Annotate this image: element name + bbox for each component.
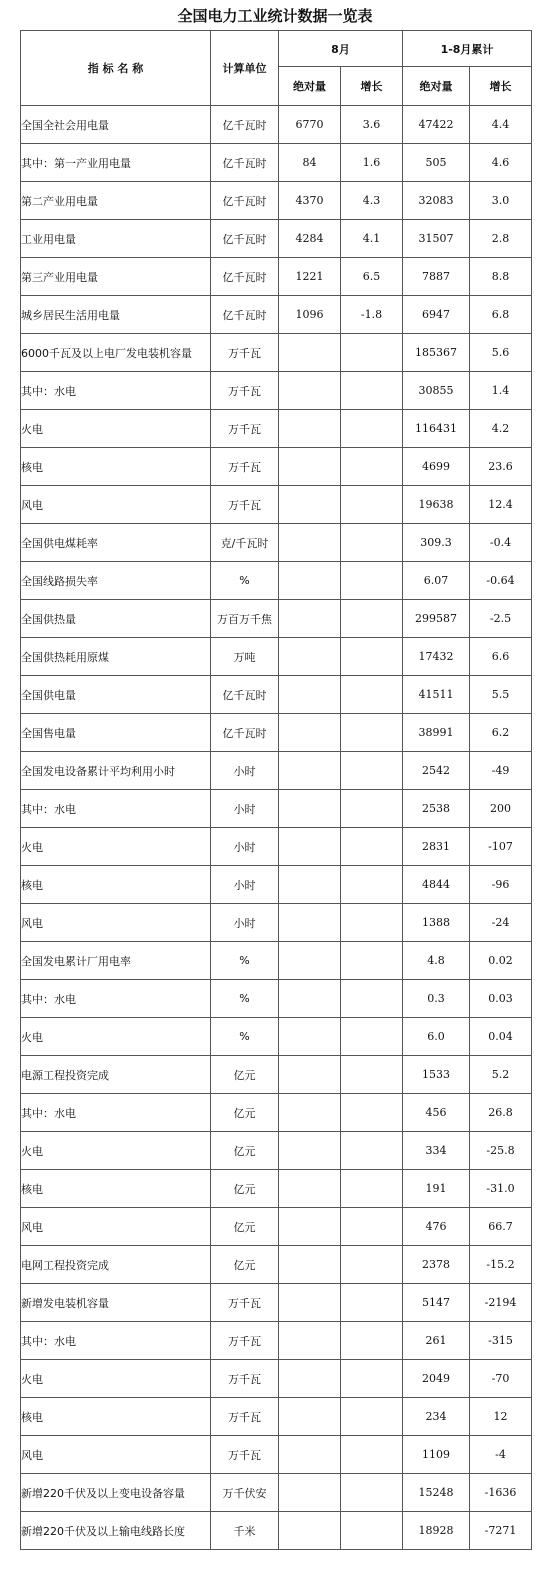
cumulative-absolute-cell: 505 xyxy=(403,144,470,182)
indicator-name-cell: 全国线路损失率 xyxy=(21,562,211,600)
cumulative-absolute-cell: 2542 xyxy=(403,752,470,790)
indicator-name-cell: 全国发电设备累计平均利用小时 xyxy=(21,752,211,790)
cumulative-absolute-cell: 456 xyxy=(403,1094,470,1132)
august-growth-cell xyxy=(341,1284,403,1322)
table-body xyxy=(21,106,532,1550)
cumulative-absolute-cell: 31507 xyxy=(403,220,470,258)
table-row xyxy=(21,1436,532,1474)
header-unit: 计算单位 xyxy=(211,31,279,106)
august-absolute-cell xyxy=(279,714,341,752)
cumulative-growth-cell: 0.02 xyxy=(470,942,532,980)
august-absolute-cell xyxy=(279,334,341,372)
august-growth-cell: 3.6 xyxy=(341,106,403,144)
table-row xyxy=(21,600,532,638)
header-cumulative: 1-8月累计 xyxy=(403,31,532,67)
august-growth-cell xyxy=(341,562,403,600)
cumulative-growth-cell: 26.8 xyxy=(470,1094,532,1132)
indicator-name-cell: 新增220千伏及以上输电线路长度 xyxy=(21,1512,211,1550)
cumulative-absolute-cell: 299587 xyxy=(403,600,470,638)
unit-cell: 万千瓦 xyxy=(211,1360,279,1398)
unit-cell: % xyxy=(211,1018,279,1056)
cumulative-absolute-cell: 334 xyxy=(403,1132,470,1170)
august-absolute-cell: 4284 xyxy=(279,220,341,258)
cumulative-absolute-cell: 185367 xyxy=(403,334,470,372)
august-growth-cell xyxy=(341,410,403,448)
indicator-name-cell: 全国全社会用电量 xyxy=(21,106,211,144)
table-row xyxy=(21,182,532,220)
unit-cell: 万吨 xyxy=(211,638,279,676)
header-indicator-name: 指 标 名 称 xyxy=(21,31,211,106)
august-absolute-cell xyxy=(279,828,341,866)
august-growth-cell: 6.5 xyxy=(341,258,403,296)
cumulative-absolute-cell: 0.3 xyxy=(403,980,470,1018)
cumulative-growth-cell: 0.03 xyxy=(470,980,532,1018)
cumulative-growth-cell: 200 xyxy=(470,790,532,828)
table-row xyxy=(21,1170,532,1208)
indicator-name-cell: 风电 xyxy=(21,904,211,942)
august-growth-cell xyxy=(341,714,403,752)
table-row xyxy=(21,1512,532,1550)
august-growth-cell xyxy=(341,866,403,904)
august-growth-cell xyxy=(341,600,403,638)
cumulative-growth-cell: 3.0 xyxy=(470,182,532,220)
cumulative-growth-cell: -107 xyxy=(470,828,532,866)
table-row xyxy=(21,296,532,334)
august-growth-cell xyxy=(341,1208,403,1246)
indicator-name-cell: 其中：水电 xyxy=(21,790,211,828)
august-growth-cell xyxy=(341,676,403,714)
unit-cell: 亿千瓦时 xyxy=(211,676,279,714)
table-row xyxy=(21,1132,532,1170)
august-growth-cell xyxy=(341,1056,403,1094)
august-absolute-cell: 84 xyxy=(279,144,341,182)
august-growth-cell xyxy=(341,752,403,790)
unit-cell: % xyxy=(211,980,279,1018)
august-absolute-cell xyxy=(279,562,341,600)
indicator-name-cell: 第二产业用电量 xyxy=(21,182,211,220)
unit-cell: 万千瓦 xyxy=(211,334,279,372)
indicator-name-cell: 其中：水电 xyxy=(21,980,211,1018)
unit-cell: 亿元 xyxy=(211,1170,279,1208)
august-growth-cell xyxy=(341,904,403,942)
header-cumulative-absolute: 绝对量 xyxy=(403,67,470,106)
indicator-name-cell: 风电 xyxy=(21,1208,211,1246)
indicator-name-cell: 风电 xyxy=(21,486,211,524)
august-absolute-cell xyxy=(279,1094,341,1132)
august-growth-cell xyxy=(341,1018,403,1056)
cumulative-growth-cell: 66.7 xyxy=(470,1208,532,1246)
cumulative-absolute-cell: 30855 xyxy=(403,372,470,410)
cumulative-absolute-cell: 2049 xyxy=(403,1360,470,1398)
table-row xyxy=(21,1056,532,1094)
unit-cell: 万千瓦 xyxy=(211,1398,279,1436)
unit-cell: 亿元 xyxy=(211,1094,279,1132)
cumulative-absolute-cell: 6.07 xyxy=(403,562,470,600)
august-absolute-cell xyxy=(279,638,341,676)
page-title: 全国电力工业统计数据一览表 xyxy=(177,7,373,25)
cumulative-growth-cell: 4.4 xyxy=(470,106,532,144)
august-absolute-cell xyxy=(279,1284,341,1322)
indicator-name-cell: 电源工程投资完成 xyxy=(21,1056,211,1094)
august-growth-cell xyxy=(341,1360,403,1398)
cumulative-absolute-cell: 309.3 xyxy=(403,524,470,562)
unit-cell: 万千瓦 xyxy=(211,410,279,448)
table-row xyxy=(21,1018,532,1056)
cumulative-growth-cell: -2.5 xyxy=(470,600,532,638)
unit-cell: 克/千瓦时 xyxy=(211,524,279,562)
august-growth-cell: 1.6 xyxy=(341,144,403,182)
header-august: 8月 xyxy=(279,31,403,67)
indicator-name-cell: 核电 xyxy=(21,1398,211,1436)
august-absolute-cell xyxy=(279,1018,341,1056)
august-growth-cell xyxy=(341,1398,403,1436)
cumulative-absolute-cell: 2831 xyxy=(403,828,470,866)
cumulative-growth-cell: -2194 xyxy=(470,1284,532,1322)
unit-cell: % xyxy=(211,562,279,600)
indicator-name-cell: 核电 xyxy=(21,1170,211,1208)
august-growth-cell xyxy=(341,1512,403,1550)
indicator-name-cell: 全国发电累计厂用电率 xyxy=(21,942,211,980)
header-august-growth: 增长 xyxy=(341,67,403,106)
indicator-name-cell: 第三产业用电量 xyxy=(21,258,211,296)
august-absolute-cell xyxy=(279,1398,341,1436)
header-row-top xyxy=(21,31,532,67)
august-absolute-cell: 6770 xyxy=(279,106,341,144)
indicator-name-cell: 电网工程投资完成 xyxy=(21,1246,211,1284)
table-row xyxy=(21,448,532,486)
august-growth-cell xyxy=(341,1170,403,1208)
indicator-name-cell: 核电 xyxy=(21,866,211,904)
cumulative-absolute-cell: 7887 xyxy=(403,258,470,296)
august-absolute-cell xyxy=(279,1056,341,1094)
unit-cell: 小时 xyxy=(211,790,279,828)
unit-cell: 亿元 xyxy=(211,1132,279,1170)
indicator-name-cell: 新增220千伏及以上变电设备容量 xyxy=(21,1474,211,1512)
table-row xyxy=(21,1360,532,1398)
statistics-table xyxy=(20,30,532,1550)
header-cumulative-growth: 增长 xyxy=(470,67,532,106)
table-row xyxy=(21,980,532,1018)
indicator-name-cell: 全国售电量 xyxy=(21,714,211,752)
august-absolute-cell xyxy=(279,980,341,1018)
cumulative-growth-cell: -1636 xyxy=(470,1474,532,1512)
cumulative-absolute-cell: 38991 xyxy=(403,714,470,752)
august-absolute-cell: 1096 xyxy=(279,296,341,334)
cumulative-growth-cell: -315 xyxy=(470,1322,532,1360)
cumulative-growth-cell: 6.6 xyxy=(470,638,532,676)
indicator-name-cell: 火电 xyxy=(21,410,211,448)
table-row xyxy=(21,1246,532,1284)
august-growth-cell xyxy=(341,790,403,828)
indicator-name-cell: 全国供热量 xyxy=(21,600,211,638)
cumulative-absolute-cell: 234 xyxy=(403,1398,470,1436)
cumulative-absolute-cell: 17432 xyxy=(403,638,470,676)
table-row xyxy=(21,676,532,714)
indicator-name-cell: 工业用电量 xyxy=(21,220,211,258)
cumulative-growth-cell: 23.6 xyxy=(470,448,532,486)
cumulative-absolute-cell: 2538 xyxy=(403,790,470,828)
cumulative-growth-cell: -70 xyxy=(470,1360,532,1398)
august-absolute-cell xyxy=(279,372,341,410)
cumulative-absolute-cell: 4699 xyxy=(403,448,470,486)
august-absolute-cell xyxy=(279,790,341,828)
august-absolute-cell: 1221 xyxy=(279,258,341,296)
august-absolute-cell xyxy=(279,1246,341,1284)
august-growth-cell: 4.3 xyxy=(341,182,403,220)
unit-cell: 万千瓦 xyxy=(211,1436,279,1474)
august-absolute-cell xyxy=(279,1132,341,1170)
cumulative-absolute-cell: 41511 xyxy=(403,676,470,714)
cumulative-absolute-cell: 4.8 xyxy=(403,942,470,980)
indicator-name-cell: 风电 xyxy=(21,1436,211,1474)
table-row xyxy=(21,562,532,600)
august-growth-cell: 4.1 xyxy=(341,220,403,258)
august-growth-cell xyxy=(341,1474,403,1512)
unit-cell: 万百万千焦 xyxy=(211,600,279,638)
august-growth-cell: -1.8 xyxy=(341,296,403,334)
cumulative-growth-cell: -49 xyxy=(470,752,532,790)
table-row xyxy=(21,334,532,372)
unit-cell: 亿千瓦时 xyxy=(211,220,279,258)
table-row xyxy=(21,372,532,410)
august-absolute-cell xyxy=(279,524,341,562)
cumulative-absolute-cell: 6947 xyxy=(403,296,470,334)
august-growth-cell xyxy=(341,448,403,486)
august-absolute-cell xyxy=(279,752,341,790)
unit-cell: % xyxy=(211,942,279,980)
indicator-name-cell: 城乡居民生活用电量 xyxy=(21,296,211,334)
indicator-name-cell: 其中：水电 xyxy=(21,1322,211,1360)
cumulative-growth-cell: 0.04 xyxy=(470,1018,532,1056)
cumulative-growth-cell: -7271 xyxy=(470,1512,532,1550)
unit-cell: 小时 xyxy=(211,828,279,866)
august-absolute-cell xyxy=(279,486,341,524)
cumulative-growth-cell: 6.8 xyxy=(470,296,532,334)
cumulative-absolute-cell: 476 xyxy=(403,1208,470,1246)
cumulative-absolute-cell: 191 xyxy=(403,1170,470,1208)
indicator-name-cell: 火电 xyxy=(21,1360,211,1398)
table-row xyxy=(21,942,532,980)
indicator-name-cell: 6000千瓦及以上电厂发电装机容量 xyxy=(21,334,211,372)
august-absolute-cell xyxy=(279,1208,341,1246)
cumulative-growth-cell: -24 xyxy=(470,904,532,942)
indicator-name-cell: 其中：第一产业用电量 xyxy=(21,144,211,182)
unit-cell: 万千瓦 xyxy=(211,486,279,524)
table-row xyxy=(21,258,532,296)
unit-cell: 千米 xyxy=(211,1512,279,1550)
cumulative-absolute-cell: 2378 xyxy=(403,1246,470,1284)
unit-cell: 亿元 xyxy=(211,1246,279,1284)
august-absolute-cell xyxy=(279,1436,341,1474)
august-absolute-cell xyxy=(279,904,341,942)
cumulative-growth-cell: 1.4 xyxy=(470,372,532,410)
indicator-name-cell: 全国供热耗用原煤 xyxy=(21,638,211,676)
august-growth-cell xyxy=(341,334,403,372)
table-row xyxy=(21,866,532,904)
table-row xyxy=(21,1398,532,1436)
cumulative-growth-cell: 2.8 xyxy=(470,220,532,258)
cumulative-absolute-cell: 1109 xyxy=(403,1436,470,1474)
unit-cell: 万千瓦 xyxy=(211,1322,279,1360)
table-row xyxy=(21,1284,532,1322)
cumulative-growth-cell: -4 xyxy=(470,1436,532,1474)
august-absolute-cell xyxy=(279,1474,341,1512)
cumulative-absolute-cell: 6.0 xyxy=(403,1018,470,1056)
august-absolute-cell xyxy=(279,600,341,638)
cumulative-growth-cell: -25.8 xyxy=(470,1132,532,1170)
table-row xyxy=(21,1208,532,1246)
august-growth-cell xyxy=(341,638,403,676)
cumulative-absolute-cell: 47422 xyxy=(403,106,470,144)
indicator-name-cell: 火电 xyxy=(21,1132,211,1170)
august-absolute-cell xyxy=(279,448,341,486)
august-absolute-cell xyxy=(279,1512,341,1550)
table-row xyxy=(21,410,532,448)
table-row xyxy=(21,1322,532,1360)
table-row xyxy=(21,144,532,182)
indicator-name-cell: 新增发电装机容量 xyxy=(21,1284,211,1322)
table-row xyxy=(21,220,532,258)
unit-cell: 小时 xyxy=(211,904,279,942)
indicator-name-cell: 全国供电量 xyxy=(21,676,211,714)
table-row xyxy=(21,638,532,676)
august-absolute-cell xyxy=(279,1170,341,1208)
august-absolute-cell xyxy=(279,866,341,904)
unit-cell: 亿千瓦时 xyxy=(211,182,279,220)
august-growth-cell xyxy=(341,486,403,524)
table-row xyxy=(21,904,532,942)
table-row xyxy=(21,790,532,828)
table-row xyxy=(21,106,532,144)
indicator-name-cell: 火电 xyxy=(21,828,211,866)
august-growth-cell xyxy=(341,372,403,410)
table-row xyxy=(21,1094,532,1132)
unit-cell: 万千伏安 xyxy=(211,1474,279,1512)
unit-cell: 万千瓦 xyxy=(211,1284,279,1322)
unit-cell: 亿元 xyxy=(211,1056,279,1094)
august-growth-cell xyxy=(341,1132,403,1170)
indicator-name-cell: 全国供电煤耗率 xyxy=(21,524,211,562)
august-absolute-cell: 4370 xyxy=(279,182,341,220)
indicator-name-cell: 其中：水电 xyxy=(21,1094,211,1132)
unit-cell: 亿千瓦时 xyxy=(211,144,279,182)
unit-cell: 万千瓦 xyxy=(211,448,279,486)
cumulative-growth-cell: 4.2 xyxy=(470,410,532,448)
cumulative-growth-cell: -0.4 xyxy=(470,524,532,562)
august-absolute-cell xyxy=(279,942,341,980)
cumulative-absolute-cell: 15248 xyxy=(403,1474,470,1512)
cumulative-absolute-cell: 19638 xyxy=(403,486,470,524)
indicator-name-cell: 火电 xyxy=(21,1018,211,1056)
header-august-absolute: 绝对量 xyxy=(279,67,341,106)
august-growth-cell xyxy=(341,942,403,980)
table-row xyxy=(21,752,532,790)
cumulative-growth-cell: -15.2 xyxy=(470,1246,532,1284)
august-growth-cell xyxy=(341,980,403,1018)
cumulative-growth-cell: -96 xyxy=(470,866,532,904)
unit-cell: 亿千瓦时 xyxy=(211,714,279,752)
indicator-name-cell: 核电 xyxy=(21,448,211,486)
cumulative-absolute-cell: 1533 xyxy=(403,1056,470,1094)
cumulative-growth-cell: -31.0 xyxy=(470,1170,532,1208)
cumulative-growth-cell: 4.6 xyxy=(470,144,532,182)
cumulative-absolute-cell: 18928 xyxy=(403,1512,470,1550)
table-row xyxy=(21,524,532,562)
table-row xyxy=(21,714,532,752)
cumulative-absolute-cell: 261 xyxy=(403,1322,470,1360)
unit-cell: 万千瓦 xyxy=(211,372,279,410)
table-row xyxy=(21,486,532,524)
cumulative-growth-cell: 5.5 xyxy=(470,676,532,714)
cumulative-growth-cell: -0.64 xyxy=(470,562,532,600)
cumulative-absolute-cell: 32083 xyxy=(403,182,470,220)
cumulative-growth-cell: 8.8 xyxy=(470,258,532,296)
august-growth-cell xyxy=(341,1322,403,1360)
august-absolute-cell xyxy=(279,410,341,448)
cumulative-growth-cell: 12 xyxy=(470,1398,532,1436)
unit-cell: 亿千瓦时 xyxy=(211,296,279,334)
august-growth-cell xyxy=(341,1436,403,1474)
unit-cell: 亿千瓦时 xyxy=(211,106,279,144)
cumulative-absolute-cell: 1388 xyxy=(403,904,470,942)
august-absolute-cell xyxy=(279,1360,341,1398)
august-absolute-cell xyxy=(279,1322,341,1360)
unit-cell: 亿千瓦时 xyxy=(211,258,279,296)
table-row xyxy=(21,1474,532,1512)
august-growth-cell xyxy=(341,828,403,866)
unit-cell: 亿元 xyxy=(211,1208,279,1246)
indicator-name-cell: 其中：水电 xyxy=(21,372,211,410)
cumulative-growth-cell: 5.6 xyxy=(470,334,532,372)
unit-cell: 小时 xyxy=(211,866,279,904)
cumulative-absolute-cell: 4844 xyxy=(403,866,470,904)
cumulative-absolute-cell: 116431 xyxy=(403,410,470,448)
cumulative-absolute-cell: 5147 xyxy=(403,1284,470,1322)
august-growth-cell xyxy=(341,1094,403,1132)
august-growth-cell xyxy=(341,524,403,562)
unit-cell: 小时 xyxy=(211,752,279,790)
cumulative-growth-cell: 6.2 xyxy=(470,714,532,752)
august-absolute-cell xyxy=(279,676,341,714)
cumulative-growth-cell: 5.2 xyxy=(470,1056,532,1094)
august-growth-cell xyxy=(341,1246,403,1284)
table-row xyxy=(21,828,532,866)
cumulative-growth-cell: 12.4 xyxy=(470,486,532,524)
